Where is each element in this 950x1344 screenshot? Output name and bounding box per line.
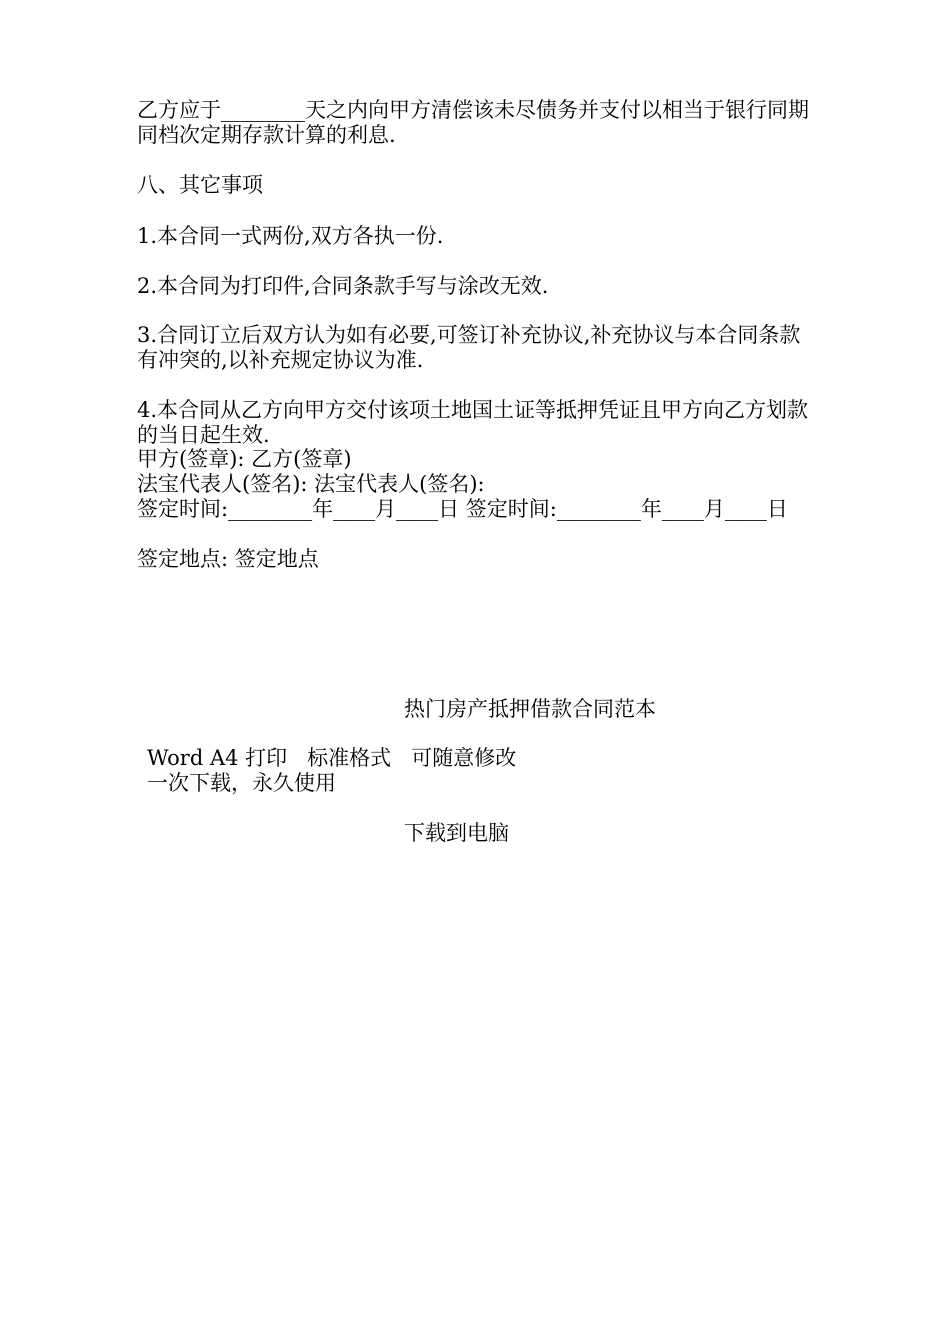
signature-representatives-line: 法宝代表人(签名): 法宝代表人(签名):: [137, 472, 485, 496]
paragraph-clause-1: 1.本合同一式两份,双方各执一份.: [137, 224, 444, 248]
section-heading-other-matters: 八、其它事项: [137, 173, 263, 197]
paragraph-clause-2: 2.本合同为打印件,合同条款手写与涂改无效.: [137, 274, 549, 298]
download-to-computer-link[interactable]: 下载到电脑: [404, 821, 509, 845]
signature-parties-line: 甲方(签章): 乙方(签章): [137, 447, 352, 471]
promo-features: Word A4 打印 标准格式 可随意修改: [147, 746, 517, 770]
paragraph-clause-4: 4.本合同从乙方向甲方交付该项土地国土证等抵押凭证且甲方向乙方划款的当日起生效.: [137, 398, 809, 447]
promo-title: 热门房产抵押借款合同范本: [404, 697, 656, 721]
promo-note: 一次下载，永久使用: [147, 771, 336, 795]
signature-place-line: 签定地点: 签定地点: [137, 547, 319, 571]
paragraph-clause-3: 3.合同订立后双方认为如有必要,可签订补充协议,补充协议与本合同条款有冲突的,以补充规定协议为准.: [137, 323, 801, 372]
signature-date-line: 签定时间:________年____月____日 签定时间:________年____月____日: [137, 497, 788, 521]
paragraph-repayment-clause: 乙方应于________天之内向甲方清偿该未尽债务并支付以相当于银行同期同档次定期存款计算的利息.: [137, 98, 809, 147]
